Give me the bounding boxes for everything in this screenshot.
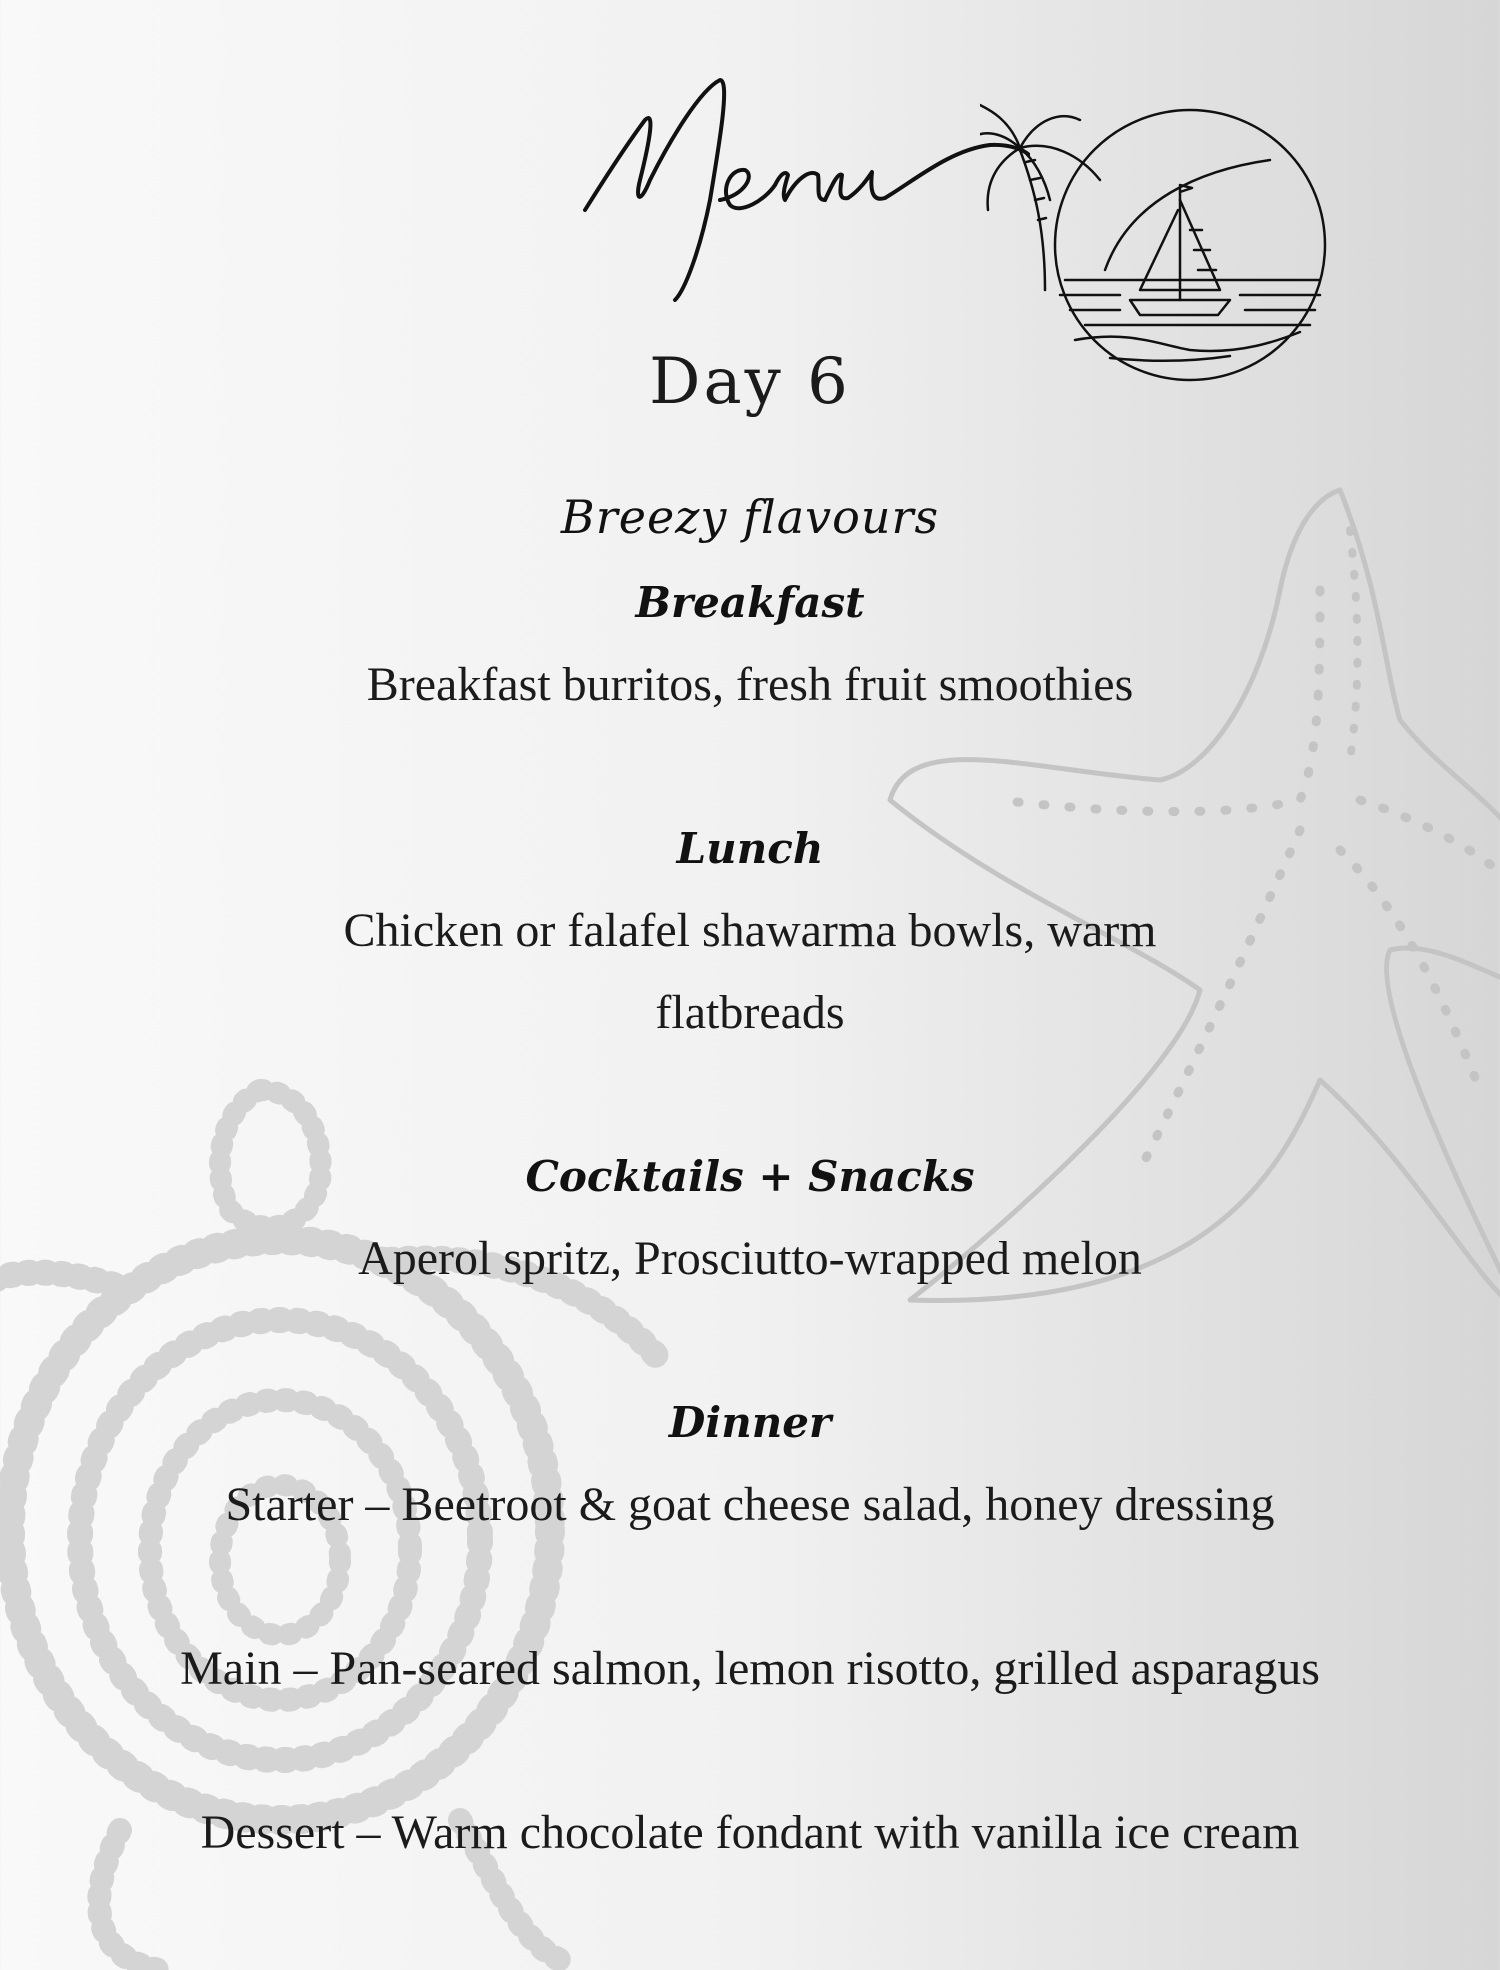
- section-heading-lunch: Lunch: [676, 824, 824, 873]
- menu-item-dinner-starter: Starter – Beetroot & goat cheese salad, honey dressing: [225, 1478, 1275, 1531]
- section-heading-dinner: Dinner: [668, 1398, 832, 1447]
- subtitle: Breezy flavours: [560, 490, 940, 544]
- section-heading-cocktails-snacks: Cocktails + Snacks: [525, 1152, 975, 1201]
- menu-item-dinner-dessert: Dessert – Warm chocolate fondant with vanilla ice cream: [200, 1806, 1300, 1859]
- menu-item-cocktails-snacks: Aperol spritz, Prosciutto-wrapped melon: [358, 1232, 1142, 1285]
- menu-item-dinner-main: Main – Pan-seared salmon, lemon risotto, grilled asparagus: [180, 1642, 1320, 1695]
- section-heading-breakfast: Breakfast: [635, 578, 865, 627]
- day-title: Day 6: [649, 345, 851, 419]
- menu-item-breakfast: Breakfast burritos, fresh fruit smoothies: [366, 658, 1134, 711]
- menu-item-lunch: Chicken or falafel shawarma bowls, warm flatbreads: [343, 904, 1157, 1039]
- menu-script-title: [570, 60, 1030, 320]
